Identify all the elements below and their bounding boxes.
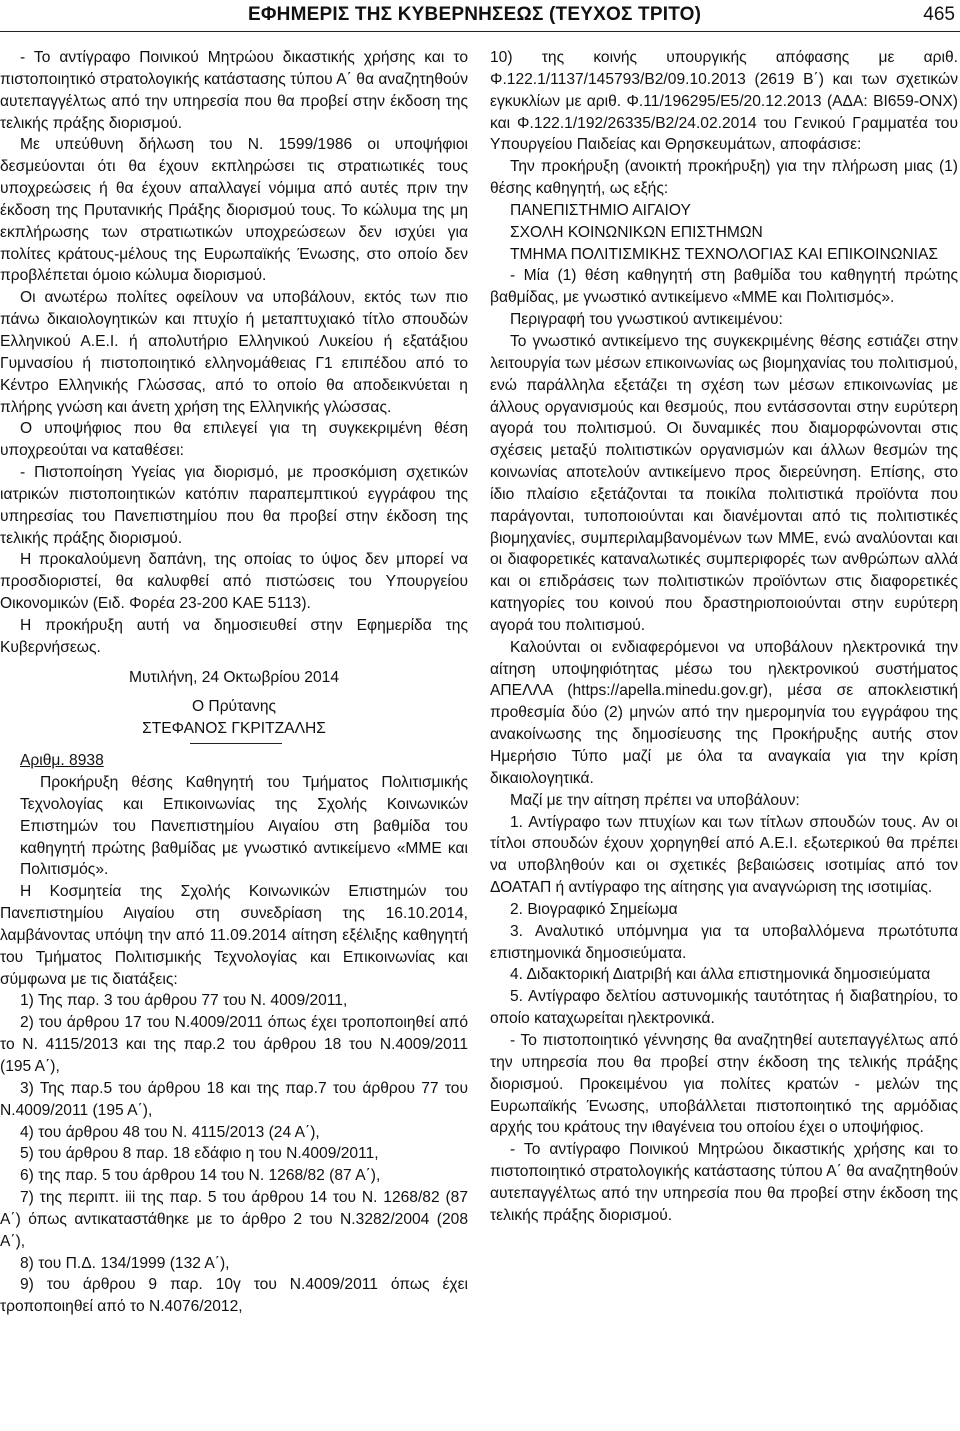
- paragraph: 2. Βιογραφικό Σημείωμα: [510, 900, 678, 918]
- paragraph: Καλούνται οι ενδιαφερόμενοι να υποβάλουν ηλεκτρονικά την αίτηση υποψηφιότητας μέσω του ηλεκτρονικού συστήματος ΑΠΕΛΛΑ (https://apella.minedu.gov.gr), μέσα σε αποκλειστική προθεσμία δύο (2) μηνών από την ημερομηνία του εγγράφου της ανακοίνωσης της δημοσίευσης της Προκήρυξης αυτής στον Ημερήσιο Τύπο μαζί με όλα τα αναγκαία για την κρίση δικαιολογητικά.: [490, 638, 958, 787]
- left-column: [0, 47, 468, 1318]
- right-column: [490, 47, 958, 1227]
- department-name: ΤΜΗΜΑ ΠΟΛΙΤΙΣΜΙΚΗΣ ΤΕΧΝΟΛΟΓΙΑΣ ΚΑΙ ΕΠΙΚΟΙΝΩΝΙΑΣ: [510, 245, 939, 263]
- header-rule: [0, 31, 960, 32]
- list-item: 2) του άρθρου 17 του Ν.4009/2011 όπως έχει τροποποιηθεί από το Ν. 4115/2013 και της παρ.2 του άρθρου 18 του Ν.4009/2011 (195 Α΄),: [0, 1014, 468, 1075]
- list-item: 1) Της παρ. 3 του άρθρου 77 του Ν. 4009/2011,: [20, 992, 348, 1010]
- paragraph: Η προκαλούμενη δαπάνη, της οποίας το ύψος δεν μπορεί να προσδιοριστεί, θα καλυφθεί από πιστώσεις του Υπουργείου Οικονομικών (Ειδ. Φορέα 23-200 ΚΑΕ 5113).: [0, 551, 468, 613]
- paragraph: Την προκήρυξη (ανοικτή προκήρυξη) για την πλήρωση μιας (1) θέσης καθηγητή, ως εξής:: [490, 158, 958, 198]
- list-item: 5) του άρθρου 8 παρ. 18 εδάφιο η του Ν.4009/2011,: [20, 1145, 379, 1163]
- paragraph: Μαζί με την αίτηση πρέπει να υποβάλουν:: [510, 791, 800, 809]
- paragraph: Ο υποψήφιος που θα επιλεγεί για τη συγκεκριμένη θέση υποχρεούται να καταθέσει:: [0, 420, 468, 460]
- paragraph: Η προκήρυξη αυτή να δημοσιευθεί στην Εφημερίδα της Κυβερνήσεως.: [0, 616, 468, 656]
- signature-rule: [190, 743, 282, 744]
- school-name: ΣΧΟΛΗ ΚΟΙΝΩΝΙΚΩΝ ΕΠΙΣΤΗΜΩΝ: [510, 223, 763, 241]
- paragraph: - Πιστοποίηση Υγείας για διορισμό, με προσκόμιση σχετικών ιατρικών πιστοποιητικών κατόπιν παραπεμπτικού εγγράφου της υπηρεσίας του Πανεπιστημίου που θα προβεί στην έκδοση της τελικής πράξης διορισμού.: [0, 464, 468, 547]
- paragraph: - Το αντίγραφο Ποινικού Μητρώου δικαστικής χρήσης και το πιστοποιητικό στρατολογικής κατάστασης τύπου Α΄ θα αναζητηθούν αυτεπαγγέλτως από την υπηρεσία που θα προβεί στην έκδοση της τελικής πράξης διορισμού.: [490, 1141, 958, 1224]
- paragraph: - Το πιστοποιητικό γέννησης θα αναζητηθεί αυτεπαγγέλτως από την υπηρεσία που θα προβεί στην έκδοση της τελικής πράξης διορισμού. Προκειμένου για πολίτες κρατών - μελών της Ευρωπαϊκής Ένωσης, υποβάλλεται πιστοποιητικό της αρμόδιας αρχής του κράτους την ιθαγένεια του οποίου έχει ο υποψήφιος.: [490, 1031, 958, 1137]
- signer-title: Ο Πρύτανης: [191, 698, 277, 716]
- decision-title: Προκήρυξη θέσης Καθηγητή του Τμήματος Πολιτισμικής Τεχνολογίας και Επικοινωνίας της Σχολής Κοινωνικών Επιστημών του Πανεπιστημίου Αιγαίου στη βαθμίδα του καθηγητή πρώτης βαθμίδας με γνωστικό αντικείμενο «ΜΜΕ και Πολιτισμός».: [20, 774, 468, 879]
- list-item: 8) του Π.Δ. 134/1999 (132 Α΄),: [20, 1254, 230, 1272]
- list-item: 4) του άρθρου 48 του Ν. 4115/2013 (24 Α΄),: [20, 1123, 320, 1141]
- university-name: ΠΑΝΕΠΙΣΤΗΜΙΟ ΑΙΓΑΙΟΥ: [510, 201, 691, 219]
- paragraph: 1. Αντίγραφο των πτυχίων και των τίτλων σπουδών τους. Αν οι τίτλοι σπουδών έχουν χορηγηθεί από Α.Ε.Ι. εξωτερικού θα πρέπει να υποβληθούν και οι σχετικές βεβαιώσεις ισοτιμίας από τον ΔΟΑΤΑΠ ή αντίγραφο της αίτησης για αναγνώριση της ισοτιμίας.: [490, 813, 958, 897]
- paragraph: Οι ανωτέρω πολίτες οφείλουν να υποβάλουν, εκτός των πιο πάνω δικαιολογητικών και πτυχίο ή μεταπτυχιακό τίτλο σπουδών Ελληνικού Α.Ε.Ι. ή απολυτήριο Ελληνικού Λυκείου ή εξατάξιου Γυμνασίου ή πιστοποιητικό ελληνομάθειας Γ1 επιπέδου από το Κέντρο Ελληνικής Γλώσσας, από το οποίο θα αποδεικνύεται η πλήρης γνώση και άνετη χρήση της Ελληνικής γλώσσας.: [0, 289, 468, 416]
- list-item: 3) Της παρ.5 του άρθρου 18 και της παρ.7 του άρθρου 77 του Ν.4009/2011 (195 Α΄),: [0, 1079, 468, 1119]
- paragraph: Η Κοσμητεία της Σχολής Κοινωνικών Επιστημών του Πανεπιστημίου Αιγαίου στη συνεδρίαση της 16.10.2014, λαμβάνοντας υπόψη την από 11.09.2014 αίτηση εξέλιξης καθηγητή του Τμήματος Πολιτισμικής Τεχνολογίας και Επικοινωνίας και σύμφωνα με τις διατάξεις:: [0, 883, 468, 988]
- list-item: 7) της περιπτ. iii της παρ. 5 του άρθρου 14 του Ν. 1268/82 (87 Α΄) όπως αντικαταστάθηκε με το άρθρο 2 του Ν.3282/2004 (208 Α΄),: [0, 1189, 468, 1250]
- signer-name: ΣΤΕΦΑΝΟΣ ΓΚΡΙΤΖΑΛΗΣ: [142, 720, 326, 738]
- decision-number: [0, 750, 468, 772]
- paragraph: 10) της κοινής υπουργικής απόφασης με αριθ. Φ.122.1/1137/145793/Β2/09.10.2013 (2619 Β΄) και των σχετικών εγκυκλίων με αριθ. Φ.11/196295/Ε5/20.12.2013 (ΑΔΑ: ΒΙ659-ΟΝΧ) και Φ.122.1/192/26335/Β2/24.02.2014 του Γενικού Γραμματέα του Υπουργείου Παιδείας και Θρησκευμάτων, αποφάσισε:: [490, 49, 958, 154]
- paragraph: Με υπεύθυνη δήλωση του Ν. 1599/1986 οι υποψήφιοι δεσμεύονται ότι θα έχουν εκπληρώσει τις στρατιωτικές τους υποχρεώσεις ή θα έχουν απαλλαγεί νόμιμα από αυτές πριν την έκδοση της Πρυτανικής Πράξης διορισμού τους. Το κώλυμα της μη εκπλήρωσης των στρατιωτικών υποχρεώσεων δεν ισχύει για πολίτες κράτους-μέλους της Ευρωπαϊκής Ένωσης, στο οποίο δεν προβλέπεται όμοιο κώλυμα διορισμού.: [0, 136, 468, 285]
- paragraph: Περιγραφή του γνωστικού αντικειμένου:: [510, 311, 783, 329]
- paragraph: - Μία (1) θέση καθηγητή στη βαθμίδα του καθηγητή πρώτης βαθμίδας, με γνωστικό αντικείμενο «ΜΜΕ και Πολιτισμός».: [490, 267, 958, 307]
- paragraph: 5. Αντίγραφο δελτίου αστυνομικής ταυτότητας ή διαβατηρίου, το οποίο καταχωρείται ηλεκτρονικά.: [490, 988, 958, 1028]
- paragraph: Το γνωστικό αντικείμενο της συγκεκριμένης θέσης εστιάζει στην λειτουργία των μέσων επικοινωνίας ως βιομηχανίας του πολιτισμού, ενώ παράλληλα εξετάζει τη σχέση των μέσων επικοινωνίας με άλλους οργανισμούς και θεσμούς, που εντάσσονται στην ευρύτερη αγορά του πολιτισμού. Οι δυναμικές που διαμορφώνονται στις σχέσεις μεταξύ πολιτιστικών οργανισμών και άλλων θεσμών της κοινωνίας αποτελούν αντικείμενο προς διερεύνηση. Επίσης, στο ίδιο πλαίσιο εξετάζονται τα ποικίλα πολιτιστικά προϊόντα που παράγονται, τυποποιούνται και διανέμονται από τις πολιτιστικές βιομηχανίες, συμπεριλαμβανομένων των ΜΜΕ, ενώ αναλύονται και οι διαφορετικές καταναλωτικές συμπεριφορές των ανθρώπων αλλά και οι επιδράσεις των πολιτιστικών προϊόντων στις διαφορετικές κατηγορίες του κοινού που δραστηριοποιούνται στην ευρύτερη αγορά του πολιτισμού.: [490, 332, 958, 634]
- paragraph: - Το αντίγραφο Ποινικού Μητρώου δικαστικής χρήσης και το πιστοποιητικό στρατολογικής κατάστασης τύπου Α΄ θα αναζητηθούν αυτεπαγγέλτως από την υπηρεσία που θα προβεί στην έκδοση της τελικής πράξης διορισμού.: [0, 49, 468, 132]
- list-item: 9) του άρθρου 9 παρ. 10γ του Ν.4009/2011 όπως έχει τροποποιηθεί από το Ν.4076/2012,: [0, 1276, 468, 1316]
- decision-number-text: Αριθμ. 8938: [20, 752, 104, 770]
- gazette-title: ΕΦΗΜΕΡΙΣ ΤΗΣ ΚΥΒΕΡΝΗΣΕΩΣ (ΤΕΥΧΟΣ ΤΡΙΤΟ): [248, 4, 702, 25]
- paragraph: 3. Αναλυτικό υπόμνημα για τα υποβαλλόμενα πρωτότυπα επιστημονικά δημοσιεύματα.: [490, 922, 958, 962]
- paragraph: 4. Διδακτορική Διατριβή και άλλα επιστημονικά δημοσιεύματα: [510, 966, 931, 984]
- list-item: 6) της παρ. 5 του άρθρου 14 του Ν. 1268/82 (87 Α΄),: [20, 1167, 381, 1185]
- page-number: 465: [923, 4, 955, 25]
- place-date: Μυτιλήνη, 24 Οκτωβρίου 2014: [129, 668, 339, 686]
- page-header: [0, 0, 960, 36]
